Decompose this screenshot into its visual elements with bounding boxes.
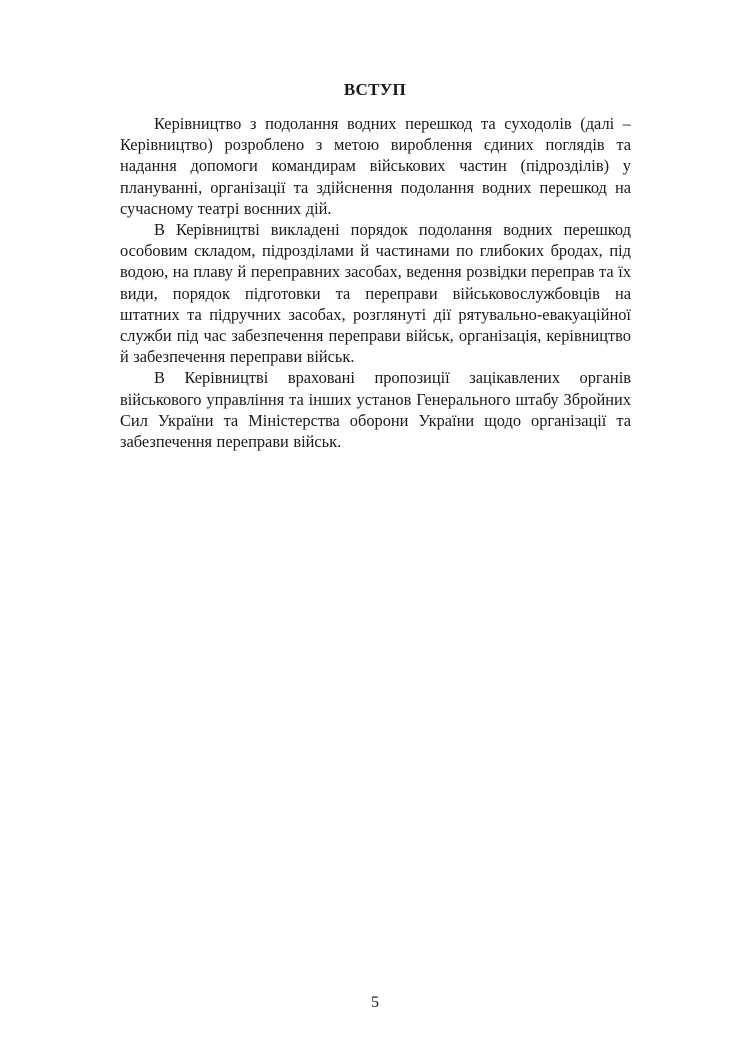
paragraph-intro: Керівництво з подолання водних перешкод та суходолів (далі – Керівництво) розроблено з метою вироблення єдиних поглядів та надання допомоги командирам військових частин (підрозділів) у плануванні, організації та здійснення подолання водних перешкод на сучасному театрі воєнних дій. [120, 114, 631, 218]
page-number: 5 [371, 994, 379, 1011]
section-heading: ВСТУП [343, 80, 407, 99]
body-text [120, 113, 631, 452]
paragraph-proposals: В Керівництві враховані пропозиції зацікавлених органів військового управління та інших установ Генерального штабу Збройних Сил України та Міністерства оборони України щодо організації та забезпечення переправи військ. [120, 368, 631, 452]
paragraph-contents: В Керівництві викладені порядок подолання водних перешкод особовим складом, підрозділами й частинами по глибоких бродах, під водою, на плаву й переправних засобах, ведення розвідки переправ та їх види, порядок підготовки та переправи військовослужбовців на штатних та підручних засобах, розглянуті дії рятувально-евакуаційної служби під час забезпечення переправи військ, організація, керівництво й забезпечення переправи військ. [120, 220, 631, 367]
